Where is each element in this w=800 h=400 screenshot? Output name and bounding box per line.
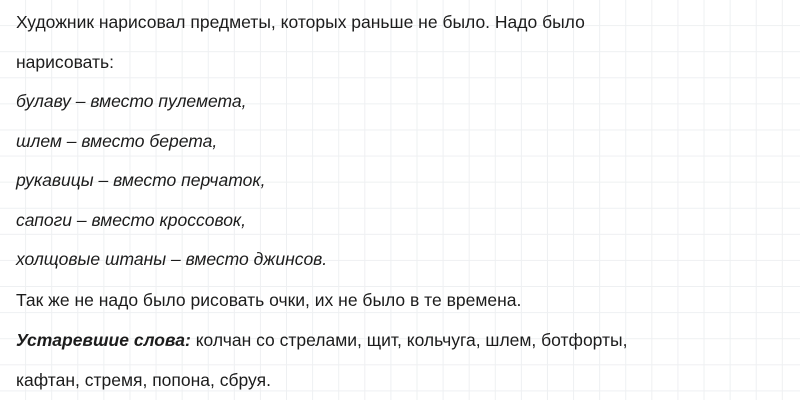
note-line: Так же не надо было рисовать очки, их не было в те времена. [16,289,522,310]
obsolete-words-line-1 [16,332,784,350]
obsolete-words-line-2: кафтан, стремя, попона, сбруя. [16,369,271,390]
obsolete-words-label: Устаревшие слова: [16,330,191,350]
replacement-item-3: рукавицы – вместо перчаток, [16,170,266,190]
intro-line-2: нарисовать: [16,51,115,72]
replacement-item-4: сапоги – вместо кроссовок, [16,209,247,230]
replacement-item-5: холщовые штаны – вместо джинсов. [16,249,328,269]
answer-text-block [16,8,784,389]
obsolete-words-list-part-1: колчан со стрелами, щит, кольчуга, шлем, ботфорты, [190,330,628,350]
replacement-item-2: шлем – вместо берета, [16,130,218,151]
replacement-item-1: булаву – вместо пулемета, [16,91,247,111]
intro-line-1: Художник нарисовал предметы, которых раньше не было. Надо было [16,12,585,32]
